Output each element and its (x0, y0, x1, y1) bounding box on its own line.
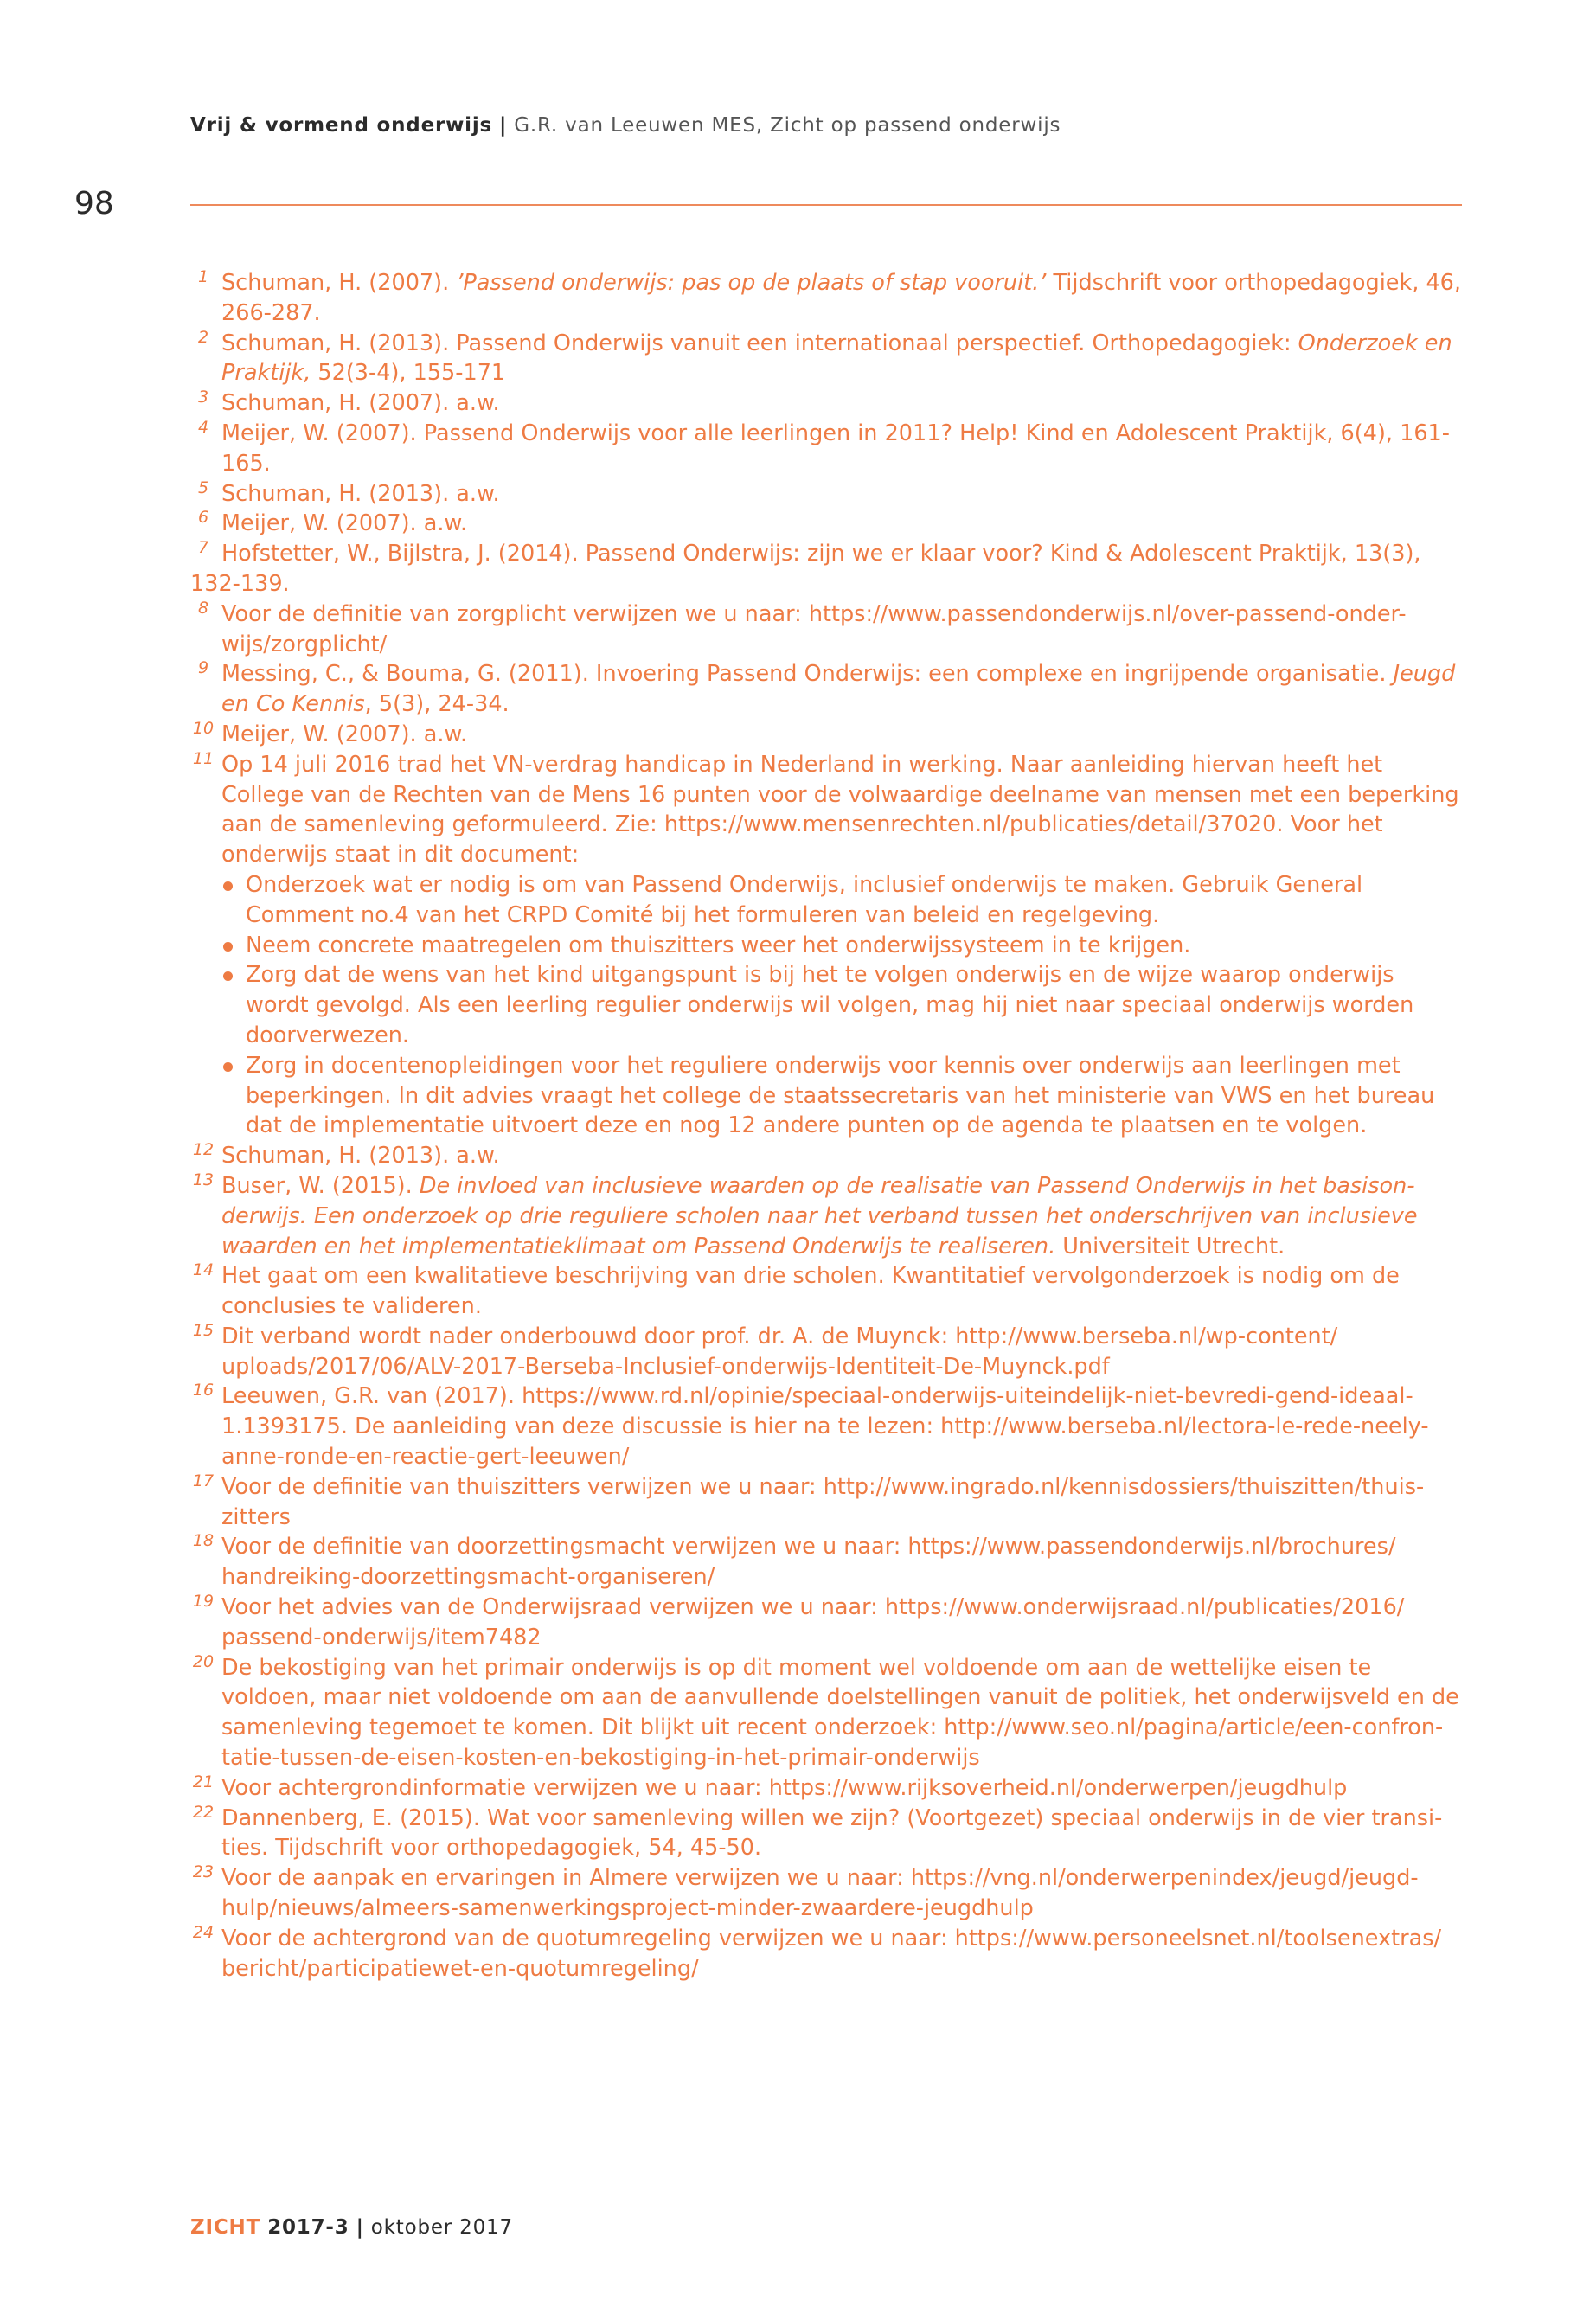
footer-brand: ZICHT (190, 2216, 261, 2239)
footnote-11: 11 Op 14 juli 2016 trad het VN-verdrag handicap in Nederland in werking. Naar aanleiding hiervan heeft het College van de Rechten van de Mens 16 punten voor de volwaardige deelname van mensen met een beperking aan de samenleving geformuleerd. Zie: https://www.mensenrechten.nl/publicaties/detail/37020. Voor het onderwijs staat in dit document: Onderzoek wat er nodig is om van Passend Onderwijs, inclusief onderwijs te maken. Gebruik General Comment no.4 van het CRPD Comité bij het formuleren van beleid en regelgeving. Neem concrete maatregelen om thuiszitters weer het onderwijssysteem in te krijgen. Zorg dat de wens van het kind uitgangspunt is bij het te volgen onderwijs en de wijze waarop onderwijs wordt gevolgd. Als een leerling regulier onderwijs wil volgen, mag hij niet naar speciaal onderwijs worden doorverwezen. Zorg in docentenopleidingen voor het reguliere onderwijs voor kennis over onderwijs aan leerlingen met beperkingen. In dit advies vraagt het college de staatssecretaris van het ministerie van VWS en het bureau dat de implementatie uitvoert deze en nog 12 andere punten op de agenda te plaatsen en te volgen. (221, 750, 1464, 1141)
footnote-10: 10 Meijer, W. (2007). a.w. (221, 720, 1464, 750)
footnote-14: 14 Het gaat om een kwalitatieve beschrijving van drie scholen. Kwantitatief vervolgonderzoek is nodig om de conclusies te valideren. (221, 1261, 1464, 1322)
footnote-5: 5 Schuman, H. (2013). a.w. (221, 479, 1464, 510)
footnote-4: 4 Meijer, W. (2007). Passend Onderwijs voor alle leerlingen in 2011? Help! Kind en Adolescent Praktijk, 6(4), 161-165. (221, 419, 1464, 479)
running-header (190, 114, 1061, 137)
footer-date: oktober 2017 (370, 2216, 513, 2239)
footnote-number: 2 (197, 327, 209, 347)
header-separator: | (499, 114, 508, 137)
footnote-7: 7 Hofstetter, W., Bijlstra, J. (2014). Passend Onderwijs: zijn we er klaar voor? Kind & Adolescent Praktijk, 13(3), 132-139. (221, 539, 1464, 599)
running-footer (190, 2216, 513, 2239)
footnotes-list (190, 267, 1464, 1984)
footnote-number: 24 (192, 1922, 215, 1942)
footnote-1: 1 Schuman, H. (2007). ’Passend onderwijs: pas op de plaats of stap vooruit.’ Tijdschrift voor orthopedagogiek, 46, 266-287. (221, 268, 1464, 329)
footnote-21: 21 Voor achtergrondinformatie verwijzen we u naar: https://www.rijksoverheid.nl/onderwerpen/jeugdhulp (221, 1773, 1464, 1804)
bullet-item: Onderzoek wat er nodig is om van Passend Onderwijs, inclusief onderwijs te maken. Gebruik General Comment no.4 van het CRPD Comité bij het formuleren van beleid en regelgeving. (221, 870, 1464, 931)
footnote-11-bullet-list (221, 870, 1464, 1141)
footnote-number: 13 (192, 1170, 215, 1189)
footnote-number: 14 (192, 1260, 215, 1280)
footnote-9: 9 Messing, C., & Bouma, G. (2011). Invoering Passend Onderwijs: een complexe en ingrijpende organisatie. Jeugd en Co Kennis, 5(3), 24-34. (221, 659, 1464, 720)
footnote-23: 23 Voor de aanpak en ervaringen in Almere verwijzen we u naar: https://vng.nl/onderwerpenindex/jeugd/jeugd-hulp/nieuws/almeers-samenwerkingsproject-minder-zwaardere-jeugdhulp (221, 1863, 1464, 1924)
bullet-item: Zorg dat de wens van het kind uitgangspunt is bij het te volgen onderwijs en de wijze waarop onderwijs wordt gevolgd. Als een leerling regulier onderwijs wil volgen, mag hij niet naar speciaal onderwijs worden doorverwezen. (221, 960, 1464, 1050)
footnote-12: 12 Schuman, H. (2013). a.w. (221, 1141, 1464, 1171)
footnote-number: 7 (197, 538, 209, 558)
footer-issue: 2017-3 (267, 2216, 349, 2239)
footnote-19: 19 Voor het advies van de Onderwijsraad verwijzen we u naar: https://www.onderwijsraad.nl/publicaties/2016/ passend-onderwijs/item7482 (221, 1593, 1464, 1653)
footnote-8: 8 Voor de definitie van zorgplicht verwijzen we u naar: https://www.passendonderwijs.nl/over-passend-onder-wijs/zorgplicht/ (221, 599, 1464, 660)
footnote-24: 24 Voor de achtergrond van de quotumregeling verwijzen we u naar: https://www.personeelsnet.nl/toolsenextras/ bericht/participatiewet-en-quotumregeling/ (221, 1924, 1464, 1984)
footnote-number: 23 (192, 1862, 215, 1882)
article-author-title: G.R. van Leeuwen MES, Zicht op passend onderwijs (514, 114, 1061, 137)
footnote-number: 6 (197, 508, 209, 528)
footnote-number: 8 (197, 598, 209, 618)
page-number: 98 (74, 186, 114, 221)
footnote-6: 6 Meijer, W. (2007). a.w. (221, 509, 1464, 539)
footnote-2: 2 Schuman, H. (2013). Passend Onderwijs vanuit een internationaal perspectief. Orthopedagogiek: Onderzoek en Praktijk, 52(3-4), 155-171 (221, 329, 1464, 389)
footnote-3: 3 Schuman, H. (2007). a.w. (221, 388, 1464, 419)
footnote-number: 17 (192, 1471, 215, 1490)
footnote-number: 12 (192, 1140, 215, 1160)
footnote-17: 17 Voor de definitie van thuiszitters verwijzen we u naar: http://www.ingrado.nl/kennisdossiers/thuiszitten/thuis-zitters (221, 1472, 1464, 1533)
footnote-number: 5 (197, 478, 209, 497)
footnote-number: 16 (192, 1381, 215, 1400)
footnote-number: 9 (197, 658, 209, 678)
footnote-number: 22 (192, 1802, 215, 1822)
footnote-number: 1 (197, 267, 209, 286)
footnote-number: 21 (192, 1772, 215, 1791)
footnote-number: 20 (192, 1651, 215, 1671)
footnote-22: 22 Dannenberg, E. (2015). Wat voor samenleving willen we zijn? (Voortgezet) speciaal onderwijs in de vier transi-ties. Tijdschrift voor orthopedagogiek, 54, 45-50. (221, 1804, 1464, 1864)
header-rule (190, 204, 1462, 206)
footnote-number: 10 (192, 718, 215, 738)
bullet-item: Neem concrete maatregelen om thuiszitters weer het onderwijssysteem in te krijgen. (221, 931, 1464, 961)
footnote-number: 15 (192, 1320, 215, 1340)
footnote-number: 11 (192, 748, 215, 768)
footnote-number: 4 (197, 417, 209, 437)
footnote-15: 15 Dit verband wordt nader onderbouwd door prof. dr. A. de Muynck: http://www.berseba.nl/wp-content/ uploads/2017/06/ALV-2017-Berseba-Inclusief-onderwijs-Identiteit-De-Muynck.pdf (221, 1322, 1464, 1382)
footnote-number: 19 (192, 1592, 215, 1612)
footnote-18: 18 Voor de definitie van doorzettingsmacht verwijzen we u naar: https://www.passendonderwijs.nl/brochures/ handreiking-doorzettingsmacht-organiseren/ (221, 1532, 1464, 1593)
journal-title: Vrij & vormend onderwijs (190, 114, 493, 137)
bullet-item: Zorg in docentenopleidingen voor het reguliere onderwijs voor kennis over onderwijs aan leerlingen met beperkingen. In dit advies vraagt het college de staatssecretaris van het ministerie van VWS en het bureau dat de implementatie uitvoert deze en nog 12 andere punten op de agenda te plaatsen en te volgen. (221, 1051, 1464, 1141)
footer-separator: | (356, 2216, 364, 2239)
footnote-20: 20 De bekostiging van het primair onderwijs is op dit moment wel voldoende om aan de wettelijke eisen te voldoen, maar niet voldoende om aan de aanvullende doelstellingen vanuit de politiek, het onderwijsveld en de samenleving tegemoet te komen. Dit blijkt uit recent onderzoek: http://www.seo.nl/pagina/article/een-confron-tatie-tussen-de-eisen-kosten-en-bekostiging-in-het-primair-onderwijs (221, 1653, 1464, 1773)
footnote-number: 3 (197, 388, 209, 407)
footnote-13: 13 Buser, W. (2015). De invloed van inclusieve waarden op de realisatie van Passend Onderwijs in het basison-derwijs. Een onderzoek op drie reguliere scholen naar het verband tussen het onderschrijven van inclusieve waarden en het implementatieklimaat om Passend Onderwijs te realiseren. Universiteit Utrecht. (221, 1171, 1464, 1261)
footnote-16: 16 Leeuwen, G.R. van (2017). https://www.rd.nl/opinie/speciaal-onderwijs-uiteindelijk-niet-bevredi-gend-ideaal-1.1393175. De aanleiding van deze discussie is hier na te lezen: http://www.berseba.nl/lectora-le-rede-neely-anne-ronde-en-reactie-gert-leeuwen/ (221, 1381, 1464, 1471)
footnote-number: 18 (192, 1531, 215, 1551)
